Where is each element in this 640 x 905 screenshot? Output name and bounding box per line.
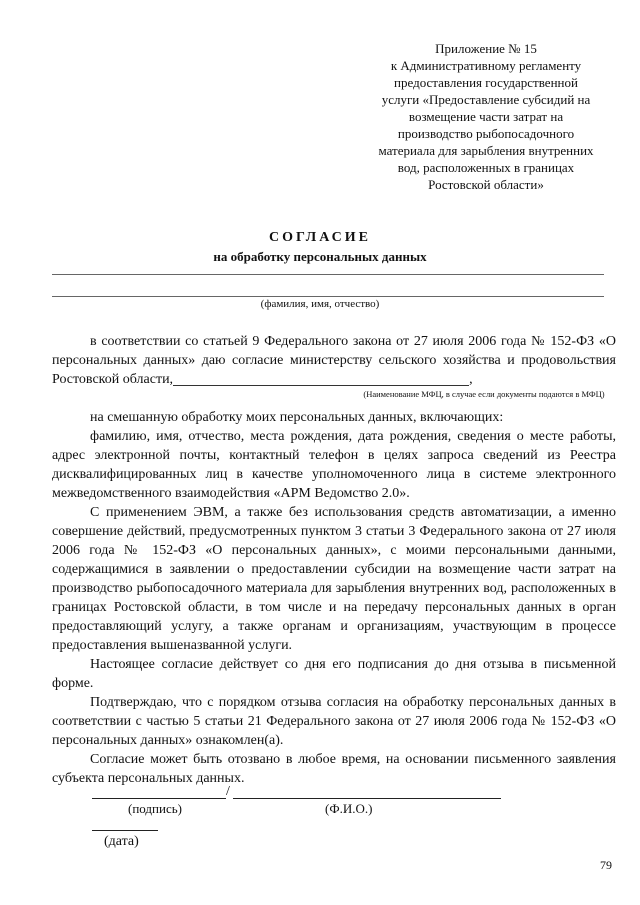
signature-separator: / bbox=[226, 784, 230, 799]
paragraph-validity: Настоящее согласие действует со дня его подписания до дня отзыва в письменной форме. bbox=[52, 657, 616, 691]
appendix-line: к Административному регламенту bbox=[390, 58, 582, 73]
mfc-blank-line[interactable] bbox=[173, 371, 469, 386]
appendix-line: Приложение № 15 bbox=[435, 41, 537, 56]
appendix-line: материала для зарыбления внутренних bbox=[378, 143, 594, 158]
appendix-line: возмещение части затрат на bbox=[408, 109, 564, 124]
paragraph-confirmation: Подтверждаю, что с порядком отзыва согласия на обработку персональных данных в соответствии с частью 5 статьи 21 Федерального закона от 27 июля 2006 года № 152-ФЗ «О персональных данных» ознакомлен(а). bbox=[52, 695, 616, 748]
fio-label: (Ф.И.О.) bbox=[325, 801, 373, 816]
appendix-line: предоставления государственной bbox=[394, 75, 578, 90]
date-line[interactable] bbox=[92, 830, 158, 831]
paragraph-automation: С применением ЭВМ, а также без использования средств автоматизации, а именно совершение действий, предусмотренных пунктом 3 статьи 3 Федерального закона от 27 июля 2006 года № 152-ФЗ «О персональных данных», с моими персональными данными, содержащимися в заявлении о предоставлении субсидии на возмещение части затрат на производство рыбопосадочного материала для зарыбления внутренних вод, расположенных в границах Ростовской области, в том числе и на передачу персональных данных в орган предоставляющий услугу, а также органам и организациям, участвующим в процессе предоставления вышеназванной услуги. bbox=[52, 505, 616, 653]
appendix-line: Ростовской области» bbox=[428, 177, 544, 192]
paragraph-comma: , bbox=[469, 372, 473, 387]
paragraph-processing: на смешанную обработку моих персональных данных, включающих: bbox=[90, 410, 504, 425]
fio-blank-line-1[interactable] bbox=[52, 274, 604, 275]
appendix-line: производство рыбопосадочного bbox=[397, 126, 575, 141]
fio-hint: (фамилия, имя, отчество) bbox=[260, 298, 380, 310]
document-subtitle: на обработку персональных данных bbox=[213, 249, 427, 264]
mfc-hint: (Наименование МФЦ, в случае если документы подаются в МФЦ) bbox=[363, 389, 605, 399]
fio-signature-line[interactable] bbox=[233, 798, 501, 799]
page-number: 79 bbox=[600, 858, 612, 872]
date-label: (дата) bbox=[104, 834, 139, 849]
document-body bbox=[52, 332, 616, 788]
paragraph-consent-intro bbox=[52, 332, 616, 389]
appendix-line: вод, расположенных в границах bbox=[397, 160, 575, 175]
signature-label: (подпись) bbox=[128, 801, 182, 816]
paragraph-revocation: Согласие может быть отозвано в любое время, на основании письменного заявления субъекта персональных данных. bbox=[52, 752, 616, 786]
signature-line[interactable] bbox=[92, 798, 226, 799]
fio-blank-line-2[interactable] bbox=[52, 296, 604, 297]
document-title: СОГЛАСИЕ bbox=[269, 230, 371, 245]
appendix-line: услуги «Предоставление субсидий на bbox=[381, 92, 591, 107]
appendix-header bbox=[362, 40, 610, 193]
paragraph-text: в соответствии со статьей 9 Федерального закона от 27 июля 2006 года № 152-ФЗ «О персональных данных» даю согласие министерству сельского хозяйства и продовольствия Ростовской области, bbox=[52, 334, 616, 387]
paragraph-data-list: фамилию, имя, отчество, места рождения, дата рождения, сведения о месте работы, адрес электронной почты, контактный телефон в целях запроса сведений из Реестра дисквалифицированных лиц в качестве уполномоченного лица в системе электронного межведомственного взаимодействия «АРМ Ведомство 2.0». bbox=[52, 429, 616, 501]
mfc-hint-row bbox=[52, 389, 616, 408]
